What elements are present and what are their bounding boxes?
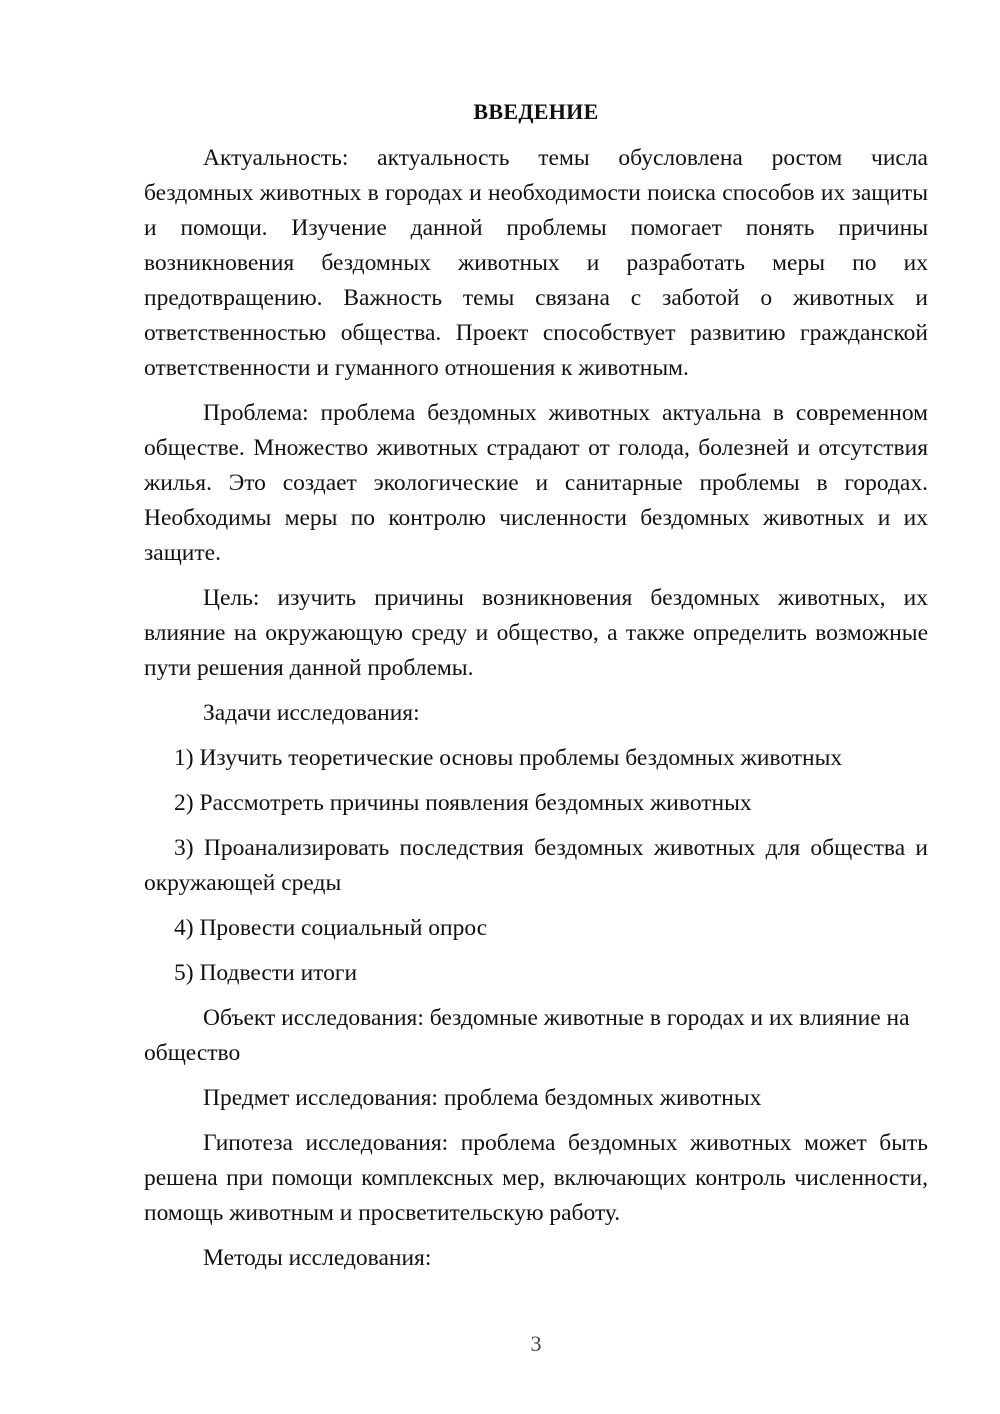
page-content: [144, 94, 928, 1286]
page-title: ВВЕДЕНИЕ: [473, 99, 599, 124]
tasks-heading: Задачи исследования:: [203, 700, 420, 726]
list-item-task-4: 4) Провести социальный опрос: [174, 915, 488, 941]
list-item-task-1: 1) Изучить теоретические основы проблемы бездомных животных: [174, 745, 843, 771]
paragraph-hypothesis: Гипотеза исследования: проблема бездомных животных может быть решена при помощи комплексных мер, включающих контроль численности, помощь животным и просветительскую работу.: [144, 1130, 928, 1226]
list-item-task-5: 5) Подвести итоги: [174, 960, 358, 986]
page-number: 3: [530, 1331, 542, 1356]
list-item-task-3: 3) Проанализировать последствия бездомных животных для общества и окружающей среды: [144, 835, 928, 896]
paragraph-relevance: Актуальность: актуальность темы обусловлена ростом числа бездомных животных в городах и необходимости поиска способов их защиты и помощи. Изучение данной проблемы помогает понять причины возникновения бездомных животных и разработать меры по их предотвращению. Важность темы связана с заботой о животных и ответственностью общества. Проект способствует развитию гражданской ответственности и гуманного отношения к животным.: [144, 145, 928, 381]
paragraph-goal: Цель: изучить причины возникновения бездомных животных, их влияние на окружающую среду и общество, а также определить возможные пути решения данной проблемы.: [144, 585, 928, 681]
methods-heading: Методы исследования:: [203, 1245, 432, 1271]
paragraph-problem: Проблема: проблема бездомных животных актуальна в современном обществе. Множество животных страдают от голода, болезней и отсутствия жилья. Это создает экологические и санитарные проблемы в городах. Необходимы меры по контролю численности бездомных животных и их защите.: [144, 400, 928, 566]
list-item-task-2: 2) Рассмотреть причины появления бездомных животных: [174, 790, 752, 816]
paragraph-object: Объект исследования: бездомные животные в городах и их влияние на общество: [144, 1005, 910, 1066]
paragraph-subject: Предмет исследования: проблема бездомных животных: [203, 1085, 762, 1111]
